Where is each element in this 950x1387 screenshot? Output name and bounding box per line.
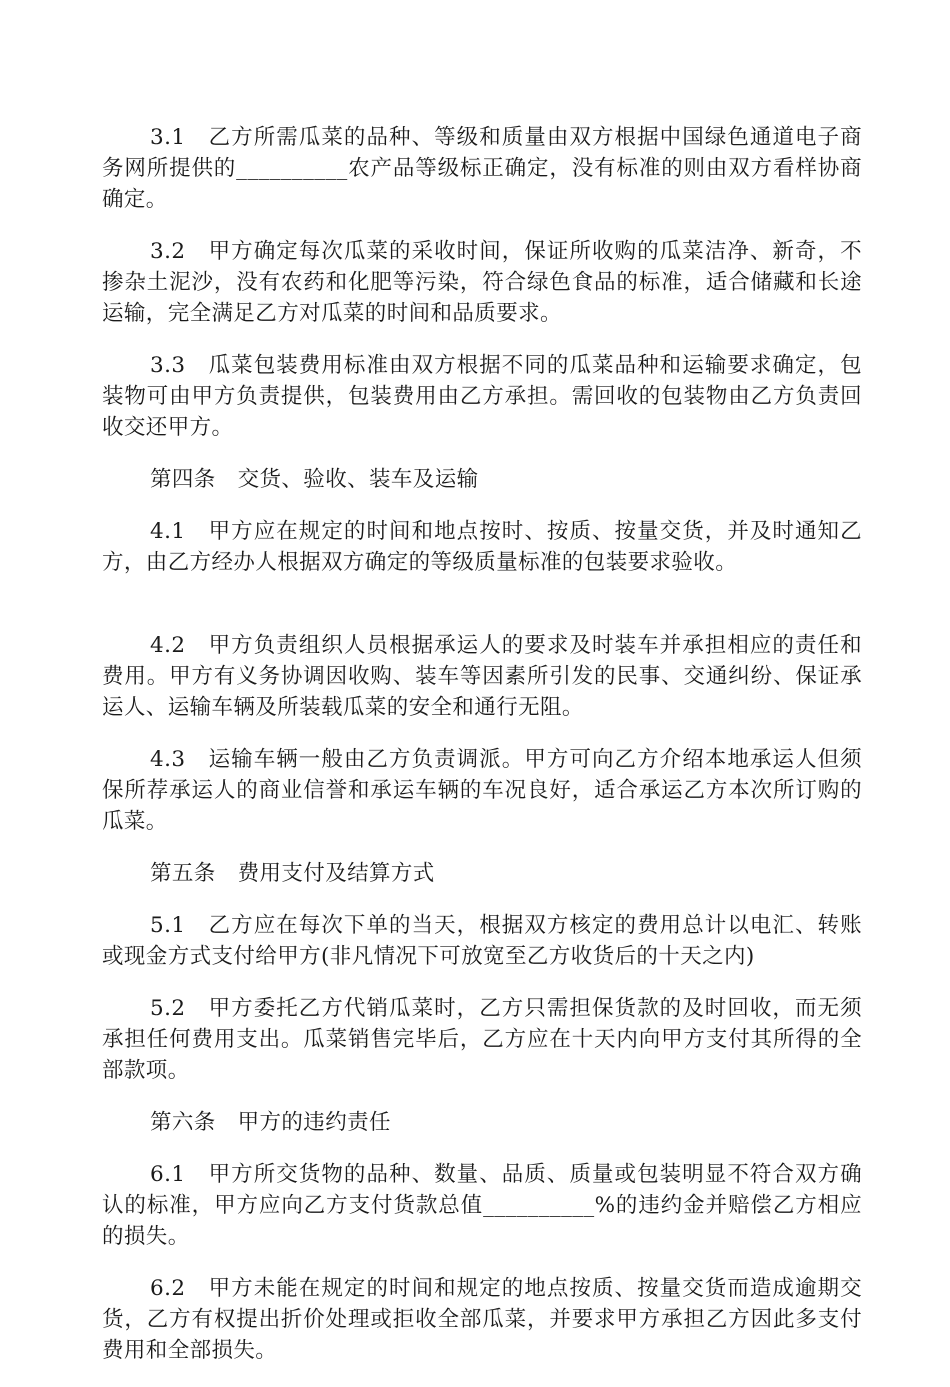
clause-3-1: 3.1 乙方所需瓜菜的品种、等级和质量由双方根据中国绿色通道电子商务网所提供的__________农产品等级标正确定，没有标准的则由双方看样协商确定。	[102, 125, 862, 212]
article-4-heading: 第四条 交货、验收、装车及运输	[150, 467, 479, 492]
clause-5-1: 5.1 乙方应在每次下单的当天，根据双方核定的费用总计以电汇、转账或现金方式支付给甲方(非凡情况下可放宽至乙方收货后的十天之内)	[102, 913, 862, 969]
clause-4-1: 4.1 甲方应在规定的时间和地点按时、按质、按量交货，并及时通知乙方，由乙方经办人根据双方确定的等级质量标准的包装要求验收。	[102, 519, 862, 575]
clause-3-3: 3.3 瓜菜包装费用标准由双方根据不同的瓜菜品种和运输要求确定，包装物可由甲方负责提供，包装费用由乙方承担。需回收的包装物由乙方负责回收交还甲方。	[102, 353, 862, 440]
article-5-heading: 第五条 费用支付及结算方式	[150, 861, 435, 886]
clause-3-2: 3.2 甲方确定每次瓜菜的采收时间，保证所收购的瓜菜洁净、新奇，不掺杂土泥沙，没有农药和化肥等污染，符合绿色食品的标准，适合储藏和长途运输，完全满足乙方对瓜菜的时间和品质要求。	[102, 239, 862, 326]
document-page	[102, 122, 862, 1387]
clause-5-2: 5.2 甲方委托乙方代销瓜菜时，乙方只需担保货款的及时回收，而无须承担任何费用支出。瓜菜销售完毕后，乙方应在十天内向甲方支付其所得的全部款项。	[102, 996, 862, 1083]
clause-4-3: 4.3 运输车辆一般由乙方负责调派。甲方可向乙方介绍本地承运人但须保所荐承运人的商业信誉和承运车辆的车况良好，适合承运乙方本次所订购的瓜菜。	[102, 747, 862, 834]
article-6-heading: 第六条 甲方的违约责任	[150, 1110, 391, 1135]
clause-4-2: 4.2 甲方负责组织人员根据承运人的要求及时装车并承担相应的责任和费用。甲方有义务协调因收购、装车等因素所引发的民事、交通纠纷、保证承运人、运输车辆及所装载瓜菜的安全和通行无阻。	[102, 633, 862, 720]
clause-6-1: 6.1 甲方所交货物的品种、数量、品质、质量或包装明显不符合双方确认的标准，甲方应向乙方支付货款总值__________%的违约金并赔偿乙方相应的损失。	[102, 1162, 862, 1249]
clause-6-2: 6.2 甲方未能在规定的时间和规定的地点按质、按量交货而造成逾期交货，乙方有权提出折价处理或拒收全部瓜菜，并要求甲方承担乙方因此多支付费用和全部损失。	[102, 1276, 862, 1363]
